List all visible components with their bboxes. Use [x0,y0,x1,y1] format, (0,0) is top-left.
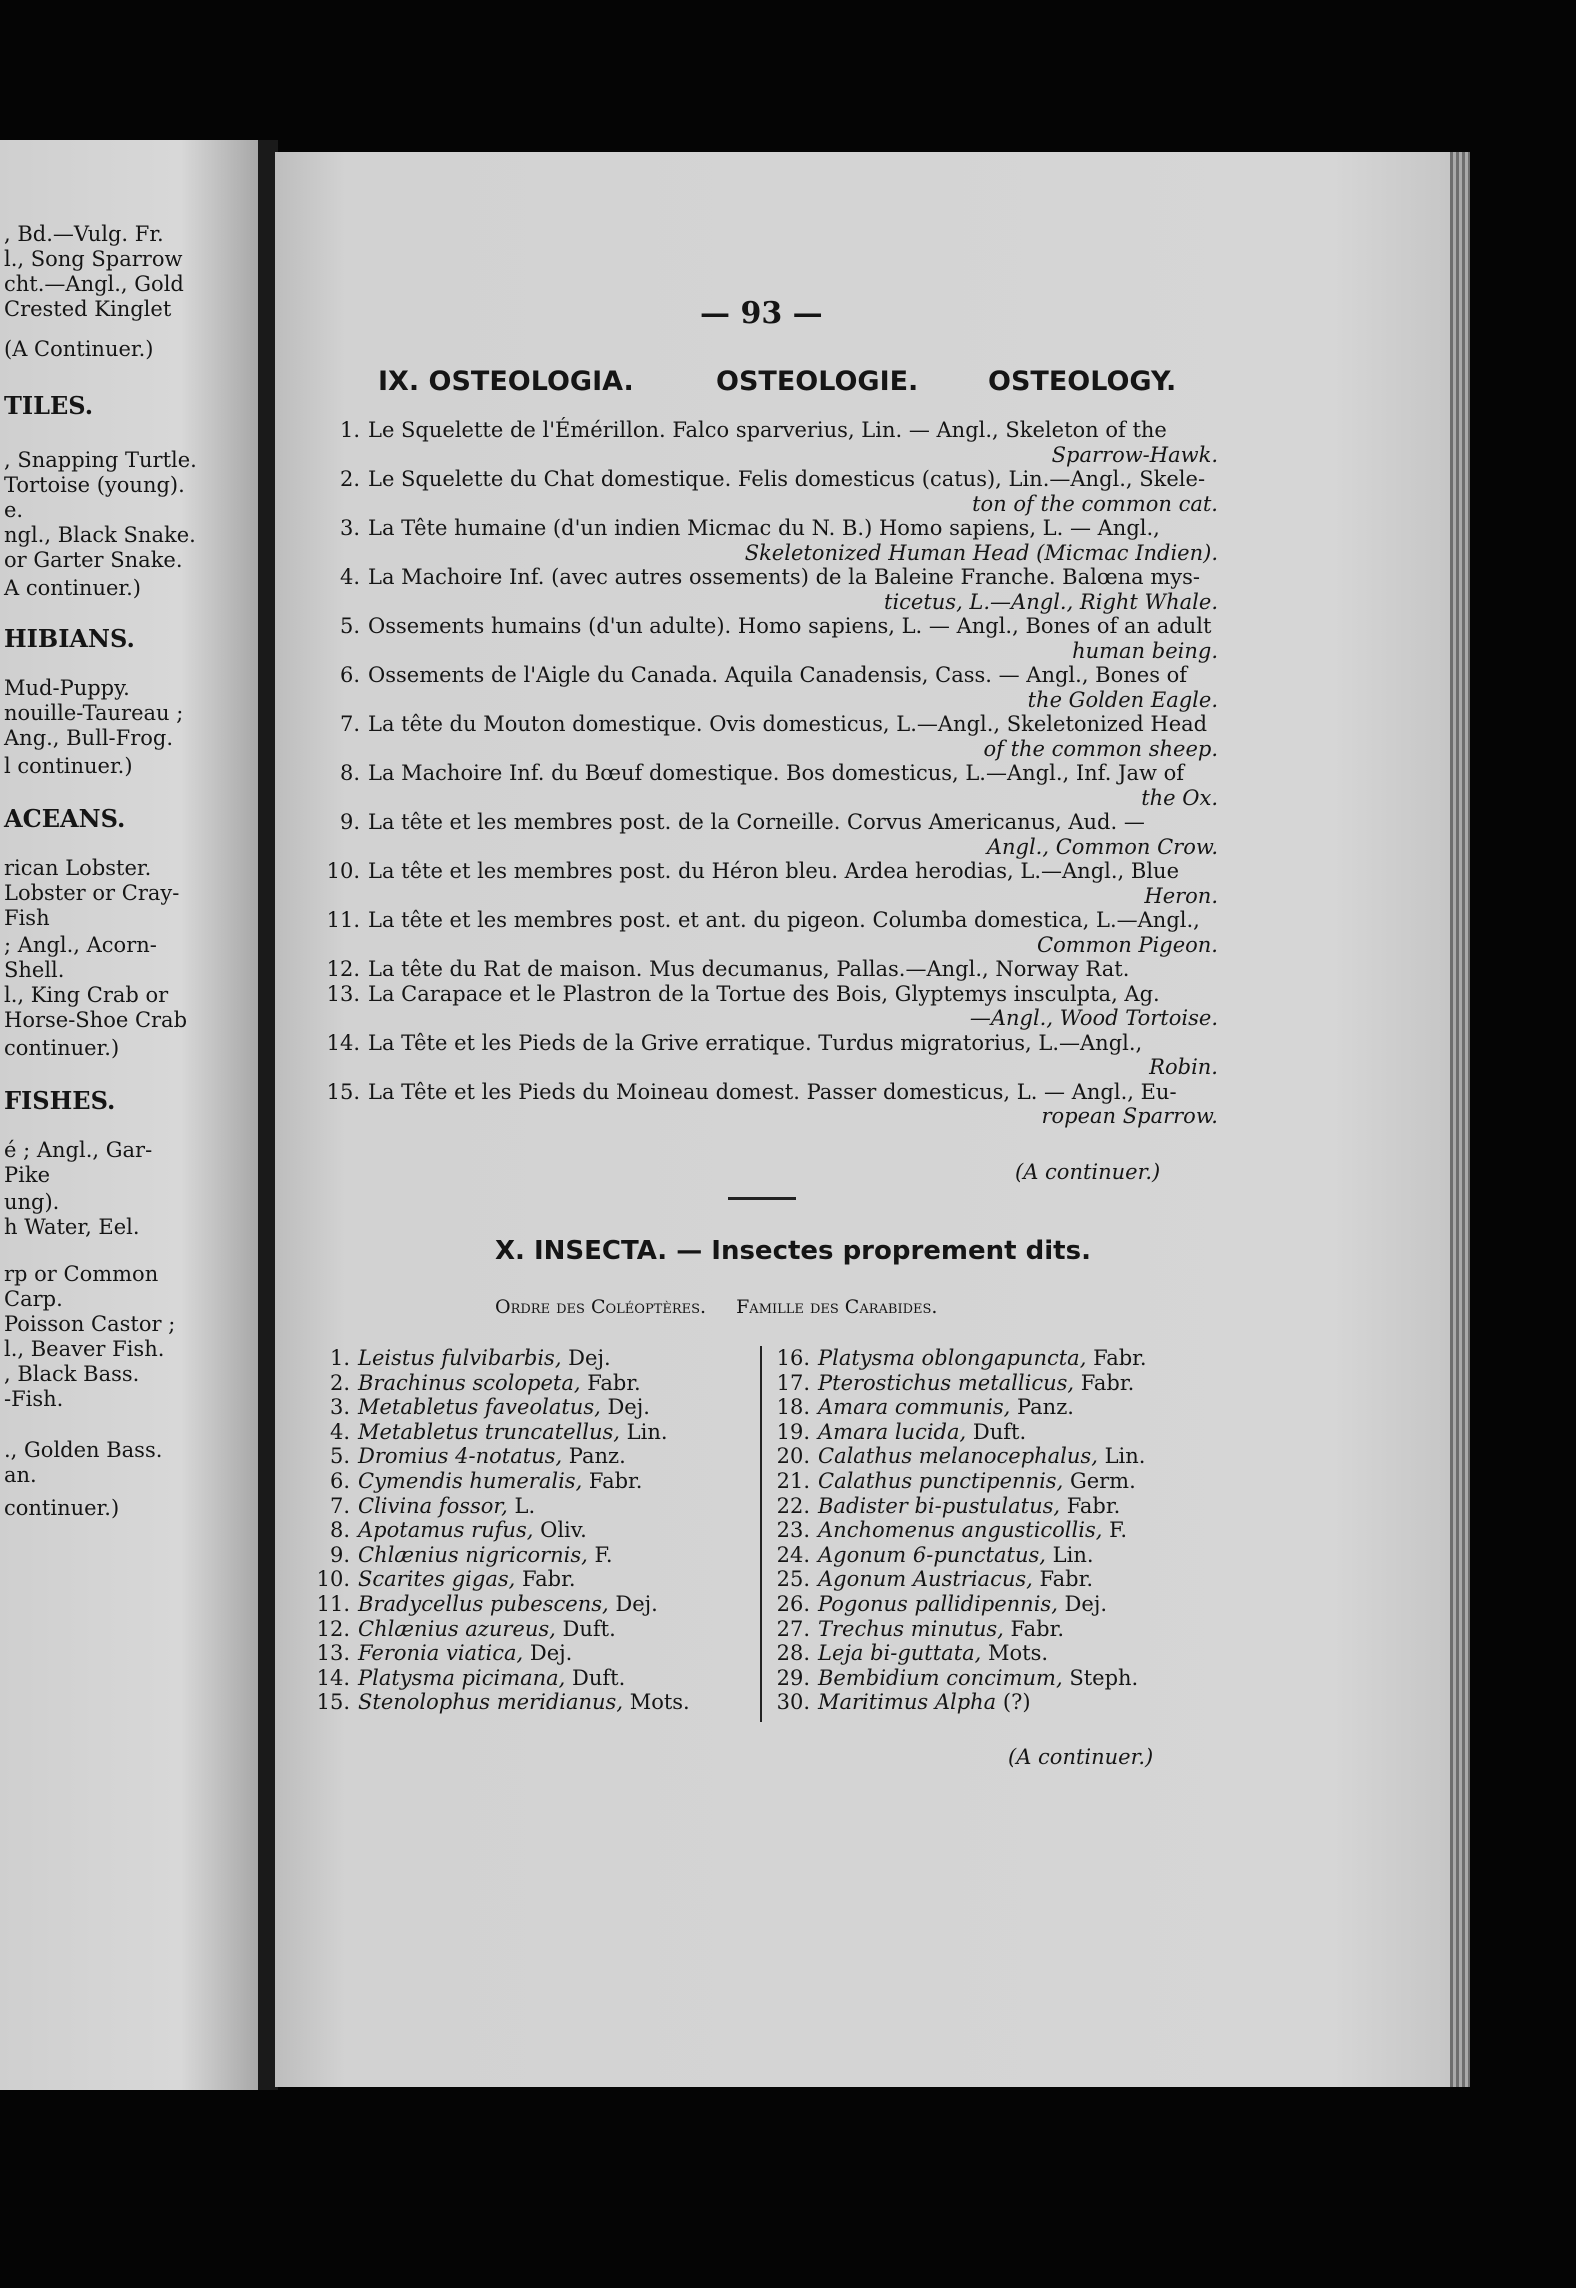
column-divider [760,1346,762,1722]
insect-list-item [770,1641,1147,1666]
section-title-french: OSTEOLOGIE. [716,366,919,397]
osteology-entry [318,418,1218,467]
insect-species: Platysma oblongapuncta, [818,1346,1087,1370]
entry-continuation: ropean Sparrow. [1041,1104,1218,1128]
left-page-line: Horse-Shoe Crab [4,1008,188,1032]
insect-species: Brachinus scolopeta, [358,1370,581,1395]
insect-species: Amara communis, [818,1395,1011,1420]
insect-species: Agonum 6-punctatus, [818,1542,1046,1567]
entry-number: 8. [339,761,360,785]
insect-species: Feronia viatica, [358,1641,524,1666]
insect-author: Lin. [619,1419,668,1444]
left-page-line: rican Lobster. [4,856,152,880]
left-page-line: ; Angl., Acorn- [4,933,157,957]
left-page-line: Mud-Puppy. [4,676,130,700]
insect-number: 3. [329,1395,350,1420]
entry-number: 9. [339,810,360,834]
insect-number: 12. [316,1616,350,1641]
insect-author: F. [1102,1518,1128,1543]
insect-list-item [310,1567,690,1592]
insect-list-item [770,1592,1147,1617]
insect-author: Oliv. [533,1518,587,1543]
order-label: Ordre des Coléoptères. [495,1296,707,1318]
osteology-entry [318,982,1218,1031]
insect-author: Dej. [561,1346,611,1370]
insect-number: 11. [316,1591,350,1616]
left-page-line: é ; Angl., Gar- [4,1138,153,1162]
insect-species: Scarites gigas, [358,1567,516,1592]
left-page-line: , Black Bass. [4,1362,140,1386]
continuer-note-x: (A continuer.) [1008,1745,1154,1769]
left-page-fragment [0,140,258,2090]
insect-list-item [770,1543,1147,1568]
left-page-line: TILES. [4,391,94,420]
insect-species: Anchomenus angusticollis, [818,1518,1103,1543]
osteology-entry [318,516,1218,565]
insect-number: 6. [329,1468,350,1493]
insect-number: 29. [776,1665,810,1690]
insect-species: Calathus punctipennis, [818,1468,1064,1493]
left-page-line: Carp. [4,1287,63,1311]
entry-number: 3. [339,516,360,540]
entry-text: La Tête et les Pieds de la Grive erratique. Turdus migratorius, L.—Angl., [368,1030,1143,1055]
left-page-line: h Water, Eel. [4,1215,140,1239]
insect-number: 8. [329,1518,350,1543]
left-page-line: Shell. [4,958,65,982]
insect-species: Bradycellus pubescens, [358,1591,609,1616]
entry-number: 15. [326,1079,360,1104]
left-page-line: Crested Kinglet [4,297,172,321]
left-page-line: cht.—Angl., Gold [4,272,184,296]
entry-continuation: Angl., Common Crow. [986,834,1218,859]
entry-continuation: Skeletonized Human Head (Micmac Indien). [744,540,1218,565]
insect-number: 10. [316,1567,350,1592]
entry-text: La Carapace et le Plastron de la Tortue des Bois, Glyptemys insculpta, Ag. [368,981,1160,1006]
insect-author: Lin. [1045,1542,1094,1567]
left-page-line: Fish [4,906,50,930]
insect-author: Duft. [966,1419,1027,1444]
insect-number: 1. [329,1346,350,1370]
osteology-entry [318,859,1218,908]
left-page-line: nouille-Taureau ; [4,701,184,725]
insect-number: 28. [776,1641,810,1666]
insect-number: 24. [776,1542,810,1567]
insecta-title: X. INSECTA. — Insectes proprement dits. [495,1236,1091,1266]
insect-list-item [310,1346,690,1371]
insect-number: 20. [776,1444,810,1469]
entry-number: 4. [339,565,360,589]
entry-number: 10. [326,859,360,883]
insect-species: Pterostichus metallicus, [818,1370,1075,1395]
insect-list-item [310,1469,690,1494]
insect-number: 9. [329,1542,350,1567]
left-page-line: or Garter Snake. [4,548,183,572]
insect-species: Cymendis humeralis, [358,1468,583,1493]
entry-number: 6. [339,663,360,687]
left-page-line: rp or Common [4,1262,159,1286]
insect-author: Dej. [1057,1591,1108,1616]
insect-species: Calathus melanocephalus, [818,1444,1098,1469]
entry-number: 1. [339,418,360,442]
left-page-line: Ang., Bull-Frog. [4,726,174,750]
entry-continuation: ton of the common cat. [972,491,1218,516]
insect-species: Dromius 4-notatus, [358,1444,563,1469]
insect-list-left [310,1346,690,1715]
osteology-entry [318,761,1218,810]
insect-number: 22. [776,1493,810,1518]
insect-number: 14. [316,1665,350,1690]
left-page-line: Pike [4,1163,50,1187]
osteology-entry [318,663,1218,712]
insect-list-item [310,1592,690,1617]
insect-author: Mots. [981,1641,1049,1666]
left-page-line: l continuer.) [4,754,133,778]
insect-species: Badister bi-pustulatus, [818,1493,1061,1518]
insect-list-item [310,1641,690,1666]
insect-list-item [310,1690,690,1715]
continuer-note-ix: (A continuer.) [1015,1160,1161,1184]
entry-text: La tête et les membres post. de la Corneille. Corvus Americanus, Aud. — [368,810,1145,834]
insect-list-item [770,1371,1147,1396]
order-family-line [495,1296,961,1318]
section-divider [728,1197,796,1200]
insect-author: Panz. [562,1444,626,1469]
section-title-english: OSTEOLOGY. [988,366,1177,397]
insect-author: Panz. [1010,1395,1074,1420]
entry-number: 13. [326,981,360,1006]
left-page-line: continuer.) [4,1496,120,1520]
insect-author: Dej. [523,1641,573,1666]
entry-continuation: Heron. [1144,883,1218,908]
entry-text: Ossements humains (d'un adulte). Homo sapiens, L. — Angl., Bones of an adult [368,614,1212,638]
insect-list-item [770,1494,1147,1519]
osteology-entry [318,908,1218,957]
insect-list-item [770,1518,1147,1543]
left-page-line: ngl., Black Snake. [4,523,196,547]
insect-number: 7. [329,1493,350,1518]
entry-number: 7. [339,712,360,736]
entry-text: La Tête humaine (d'un indien Micmac du N. B.) Homo sapiens, L. — Angl., [368,516,1160,540]
insect-species: Chlænius azureus, [358,1616,556,1641]
insect-number: 5. [329,1444,350,1469]
entry-continuation: ticetus, L.—Angl., Right Whale. [884,589,1218,614]
insect-list-item [770,1469,1147,1494]
insect-species: Trechus minutus, [818,1616,1004,1641]
insect-list-item [770,1567,1147,1592]
insect-number: 30. [776,1690,810,1715]
left-page-line: an. [4,1463,37,1487]
left-page-line: FISHES. [4,1086,116,1115]
left-page-line: , Bd.—Vulg. Fr. [4,222,164,246]
left-page-line: ., Golden Bass. [4,1438,163,1462]
insect-number: 15. [316,1690,350,1715]
insect-species: Platysma picimana, [358,1665,566,1690]
insect-author: Fabr. [580,1370,641,1395]
osteology-entry [318,1031,1218,1080]
entry-continuation: Robin. [1149,1055,1218,1079]
left-page-line: ACEANS. [4,804,126,833]
left-page-line: l., King Crab or [4,983,169,1007]
insect-species: Agonum Austriacus, [818,1567,1033,1592]
osteology-entry [318,467,1218,516]
insect-author: (?) [996,1690,1031,1715]
insect-list-item [770,1690,1147,1715]
page-number: — 93 — [700,296,823,331]
entry-number: 11. [326,908,360,932]
entry-text: La tête du Rat de maison. Mus decumanus, Pallas.—Angl., Norway Rat. [368,957,1130,981]
insect-list-item [310,1543,690,1568]
entry-text: La tête du Mouton domestique. Ovis domesticus, L.—Angl., Skeletonized Head [368,712,1208,736]
entry-text: Le Squelette du Chat domestique. Felis domesticus (catus), Lin.—Angl., Skele- [368,467,1206,491]
family-label: Famille des Carabides. [736,1296,938,1318]
insect-number: 2. [329,1370,350,1395]
insect-number: 26. [776,1591,810,1616]
entry-text: La tête et les membres post. du Héron bleu. Ardea herodias, L.—Angl., Blue [368,859,1179,883]
insect-species: Clivina fossor, [358,1493,508,1518]
insect-species: Stenolophus meridianus, [358,1690,624,1715]
insect-number: 27. [776,1616,810,1641]
insect-species: Pogonus pallidipennis, [818,1591,1058,1616]
insect-number: 13. [316,1641,350,1666]
entry-continuation: the Ox. [1141,785,1218,810]
insect-species: Maritimus Alpha [818,1690,997,1715]
entry-text: La tête et les membres post. et ant. du pigeon. Columba domestica, L.—Angl., [368,908,1200,932]
entry-text: Ossements de l'Aigle du Canada. Aquila Canadensis, Cass. — Angl., Bones of [368,663,1188,687]
insect-author: Lin. [1097,1444,1146,1469]
entry-continuation: Sparrow-Hawk. [1051,442,1218,467]
insect-author: Germ. [1063,1468,1136,1493]
insect-species: Apotamus rufus, [358,1518,534,1543]
insect-list-item [770,1444,1147,1469]
insect-author: Dej. [608,1591,658,1616]
insect-species: Bembidium concimum, [818,1665,1063,1690]
insect-number: 18. [776,1395,810,1420]
insect-author: Fabr. [1003,1616,1065,1641]
entry-number: 14. [326,1030,360,1055]
insect-list-item [770,1666,1147,1691]
insect-author: Duft. [555,1616,616,1641]
left-page-line: ung). [4,1190,60,1214]
insect-species: Leja bi-guttata, [818,1641,982,1666]
osteology-entries [318,418,1218,1129]
osteology-entry [318,712,1218,761]
left-page-line: Poisson Castor ; [4,1312,176,1336]
left-page-line: Tortoise (young). [4,473,185,497]
insect-list-right [770,1346,1147,1715]
insect-species: Metabletus faveolatus, [358,1395,601,1420]
insect-species: Chlænius nigricornis, [358,1542,588,1567]
insect-list-item [770,1346,1147,1371]
insect-list-item [770,1420,1147,1445]
insect-author: Duft. [565,1665,626,1690]
insect-number: 23. [776,1518,810,1543]
insect-list-item [310,1420,690,1445]
insect-author: Fabr. [582,1468,643,1493]
insect-list-item [310,1444,690,1469]
insect-author: Fabr. [1060,1493,1121,1518]
insect-list-item [770,1617,1147,1642]
entry-continuation: human being. [1072,638,1218,663]
osteology-entry [318,957,1218,982]
insect-list-item [310,1395,690,1420]
insect-species: Metabletus truncatellus, [358,1419,620,1444]
entry-text: La Machoire Inf. du Bœuf domestique. Bos domesticus, L.—Angl., Inf. Jaw of [368,761,1185,785]
insect-species: Leistus fulvibarbis, [358,1346,562,1370]
left-page-line: Lobster or Cray- [4,881,180,905]
insect-author: F. [587,1542,613,1567]
insect-list-item [770,1395,1147,1420]
left-page-line: l., Beaver Fish. [4,1337,165,1361]
insect-list-item [310,1494,690,1519]
insect-list-item [310,1371,690,1396]
insect-list-item [310,1518,690,1543]
section-title-latin: IX. OSTEOLOGIA. [378,366,634,397]
left-page-line: l., Song Sparrow [4,247,183,271]
insect-author: Fabr. [1086,1346,1147,1370]
left-page-line: continuer.) [4,1036,120,1060]
page-edges [1450,152,1470,2087]
left-page-line: (A Continuer.) [4,337,154,361]
insect-number: 19. [776,1419,810,1444]
insect-species: Amara lucida, [818,1419,967,1444]
left-page-line: , Snapping Turtle. [4,448,197,472]
insect-list-item [310,1617,690,1642]
left-page-line: -Fish. [4,1387,64,1411]
entry-continuation: the Golden Eagle. [1027,687,1218,712]
insect-author: Mots. [623,1690,690,1715]
osteology-entry [318,810,1218,859]
entry-text: La Machoire Inf. (avec autres ossements) de la Baleine Franche. Balœna mys- [368,565,1200,589]
left-page-line: A continuer.) [4,576,142,600]
osteology-entry [318,1080,1218,1129]
entry-number: 12. [326,957,360,981]
entry-number: 2. [339,467,360,491]
left-page-line: e. [4,498,24,522]
insect-author: Steph. [1062,1665,1139,1690]
osteology-entry [318,614,1218,663]
entry-continuation: of the common sheep. [983,736,1218,761]
insect-number: 25. [776,1567,810,1592]
entry-continuation: Common Pigeon. [1037,932,1218,957]
entry-text: Le Squelette de l'Émérillon. Falco sparverius, Lin. — Angl., Skeleton of the [368,418,1167,442]
insect-author: Dej. [600,1395,650,1420]
insect-author: Fabr. [1074,1370,1135,1395]
left-page-line: HIBIANS. [4,624,135,653]
entry-number: 5. [339,614,360,638]
insect-author: L. [507,1493,536,1518]
entry-continuation: —Angl., Wood Tortoise. [969,1006,1218,1030]
insect-author: Fabr. [515,1567,576,1592]
insect-number: 21. [776,1468,810,1493]
entry-text: La Tête et les Pieds du Moineau domest. Passer domesticus, L. — Angl., Eu- [368,1079,1177,1104]
osteology-entry [318,565,1218,614]
insect-number: 16. [776,1346,810,1370]
insect-list-item [310,1666,690,1691]
insect-author: Fabr. [1032,1567,1094,1592]
insect-number: 4. [329,1419,350,1444]
insect-number: 17. [776,1370,810,1395]
